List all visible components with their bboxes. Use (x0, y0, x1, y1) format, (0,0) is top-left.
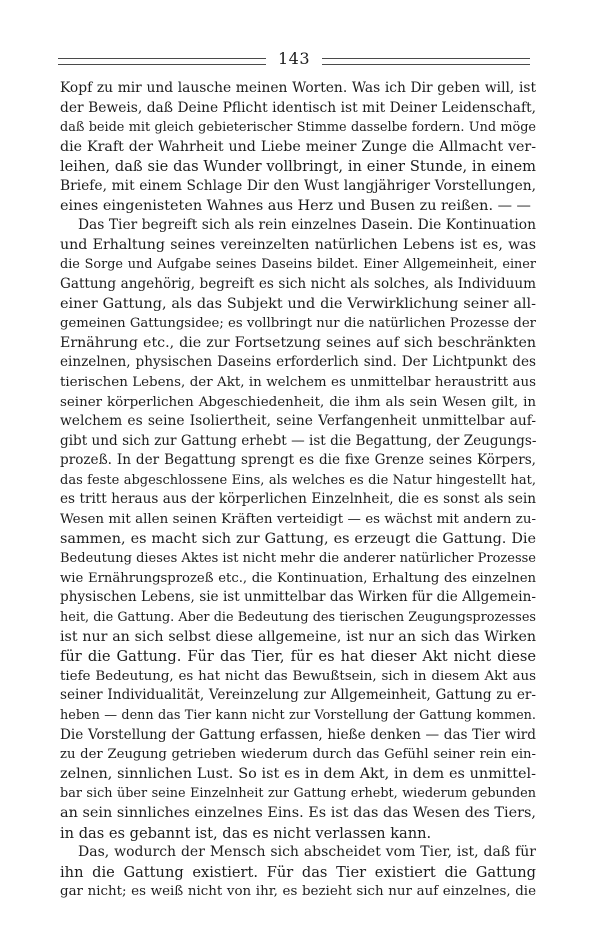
text-line: gar nicht; es weiß nicht von ihr, es bezieht sich nur auf einzelnes, die (60, 884, 536, 900)
paragraph-1 (60, 79, 536, 216)
text-line: tierischen Lebens, der Akt, in welchem es unmittelbar heraustritt aus (60, 374, 536, 390)
text-line: in das es gebannt ist, das es nicht verlassen kann. (60, 824, 432, 842)
text-line: es tritt heraus aus der körperlichen Einzelnheit, die es sonst als sein (60, 491, 536, 508)
text-line: daß beide mit gleich gebieterischer Stimme dasselbe fordern. Und möge (60, 120, 536, 136)
text-line: ist nur an sich selbst diese allgemeine, ist nur an sich das Wirken (60, 628, 536, 645)
text-line: seiner körperlichen Abgeschiedenheit, die ihm als sein Wesen gilt, in (60, 394, 536, 410)
text-line: prozeß. In der Begattung sprengt es die fixe Grenze seines Körpers, (60, 452, 536, 469)
text-line: physischen Lebens, sie ist unmittelbar das Wirken für die Allgemein- (60, 589, 536, 606)
text-line: Die Vorstellung der Gattung erfassen, hieße denken — das Tier wird (60, 726, 536, 743)
text-line: Wesen mit allen seinen Kräften verteidigt — es wächst mit andern zu- (60, 512, 536, 528)
text-line: gemeinen Gattungsidee; es vollbringt nur die natürlichen Prozesse der (60, 316, 536, 332)
text-line: für die Gattung. Für das Tier, für es hat dieser Akt nicht diese (60, 648, 536, 666)
text-line: an sein sinnliches einzelnes Eins. Es ist das das Wesen des Tiers, (60, 804, 536, 821)
text-line: die Sorge und Aufgabe seines Daseins bildet. Einer Allgemeinheit, einer (60, 257, 536, 273)
text-line: Das, wodurch der Mensch sich abscheidet vom Tier, ist, daß für (78, 844, 536, 861)
text-line: Gattung angehörig, begreift es sich nicht als solches, als Individuum (60, 275, 536, 292)
text-line: Ernährung etc., die zur Fortsetzung seines auf sich beschränkten (60, 334, 536, 351)
text-line: einer Gattung, als das Subjekt und die Verwirklichung seiner all- (60, 295, 536, 312)
text-line: einzelnen, physischen Daseins erforderlich sind. Der Lichtpunkt des (60, 354, 536, 371)
text-line: gibt und sich zur Gattung erhebt — ist die Begattung, der Zeugungs- (60, 432, 536, 449)
text-line: seiner Individualität, Vereinzelung zur Allgemeinheit, Gattung zu er- (60, 687, 536, 704)
text-line: Das Tier begreift sich als rein einzelnes Dasein. Die Kontinuation (78, 217, 536, 234)
text-line: leihen, daß sie das Wunder vollbringt, in einer Stunde, in einem (60, 158, 536, 176)
page-number: 143 (277, 49, 311, 68)
body-text (60, 79, 536, 902)
text-line: Kopf zu mir und lausche meinen Worten. Was ich Dir geben will, ist (60, 80, 536, 96)
text-line: bar sich über seine Einzelnheit zur Gattung erhebt, wiederum gebunden (60, 786, 536, 802)
text-line: Briefe, mit einem Schlage Dir den Wust langjähriger Vorstellungen, (60, 177, 536, 194)
text-line: Bedeutung dieses Aktes ist nicht mehr die anderer natürlicher Prozesse (60, 551, 536, 567)
text-line: eines eingenisteten Wahnes aus Herz und Busen zu reißen. — — (60, 197, 531, 214)
text-line: der Beweis, daß Deine Pflicht identisch ist mit Deiner Leidenschaft, (60, 99, 536, 116)
text-line: zu der Zeugung getrieben wiederum durch das Gefühl seiner rein ein- (60, 747, 536, 763)
paragraph-2 (60, 216, 536, 843)
running-header (58, 48, 530, 72)
text-line: heben — denn das Tier kann nicht zur Vorstellung der Gattung kommen. (60, 708, 536, 723)
text-line: die Kraft der Wahrheit und Liebe meiner Zunge die Allmacht ver- (60, 138, 536, 155)
text-line: tiefe Bedeutung, es hat nicht das Bewußtsein, sich in diesem Akt aus (60, 668, 536, 684)
text-line: wie Ernährungsprozeß etc., die Kontinuation, Erhaltung des einzelnen (60, 570, 536, 586)
header-rule-right (322, 58, 530, 65)
text-line: heit, die Gattung. Aber die Bedeutung des tierischen Zeugungsprozesses (60, 610, 536, 626)
text-line: zelnen, sinnlichen Lust. So ist es in dem Akt, in dem es unmittel- (60, 765, 536, 782)
text-line: welchem es seine Isoliertheit, seine Verfangenheit unmittelbar auf- (60, 413, 536, 430)
text-line: und Erhaltung seines vereinzelten natürlichen Lebens ist es, was (60, 236, 536, 253)
text-line: das feste abgeschlossene Eins, als welches es die Natur hingestellt hat, (60, 472, 536, 488)
text-line: ihn die Gattung existiert. Für das Tier existiert die Gattung (60, 863, 536, 881)
text-line: sammen, es macht sich zur Gattung, es erzeugt die Gattung. Die (60, 530, 536, 547)
paragraph-3 (60, 843, 536, 902)
